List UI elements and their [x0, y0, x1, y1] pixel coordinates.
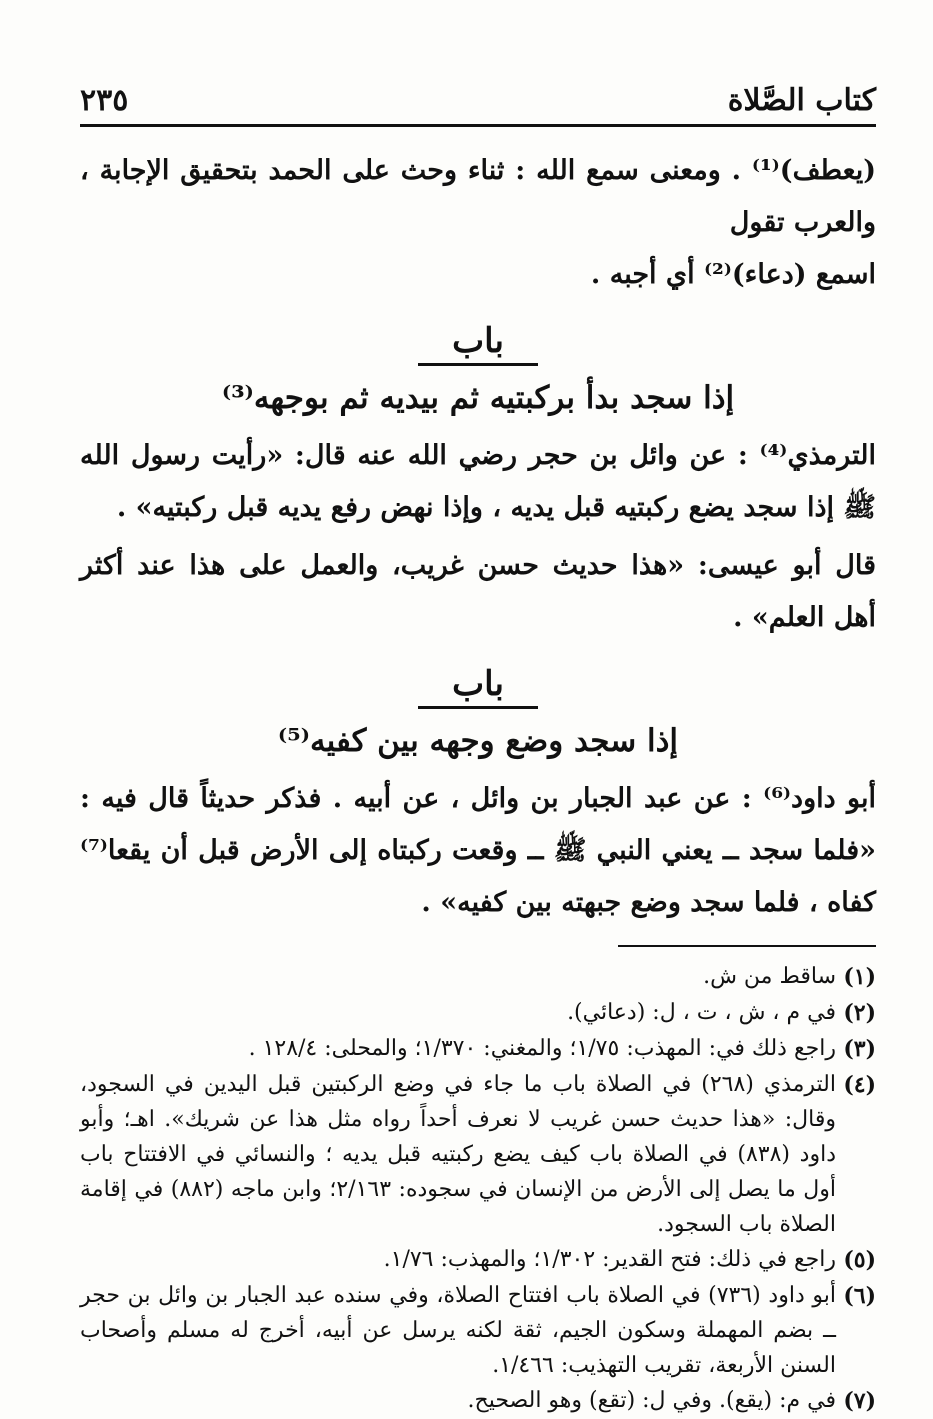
footnote-text: راجع ذلك في: المهذب: ١/٧٥؛ والمغني: ١/٣٧٠؛ والمحلى: ١٢٨/٤ .	[248, 1036, 836, 1061]
header-rule	[80, 124, 876, 127]
footnote	[80, 1383, 876, 1419]
footnote-text: راجع في ذلك: فتح القدير: ١/٣٠٢؛ والمهذب: ١/٧٦.	[383, 1247, 836, 1272]
footnote-separator	[618, 945, 876, 947]
footnote	[80, 959, 876, 995]
footnote-number: (١)	[843, 964, 876, 990]
section-marker	[80, 662, 876, 709]
footnote-number: (٧)	[843, 1388, 876, 1414]
footnote-text: في م: (يقع). وفي ل: (تقع) وهو الصحيح.	[467, 1388, 836, 1413]
main-text	[80, 145, 876, 929]
hadith-paragraph: الترمذي⁽⁴⁾ : عن وائل بن حجر رضي الله عنه قال: «رأيت رسول الله ﷺ إذا سجد يضع ركبتيه قبل يديه ، وإذا نهض رفع يديه قبل ركبتيه» .	[80, 440, 876, 523]
chapter-heading: إذا سجد وضع وجهه بين كفيه⁽⁵⁾	[277, 723, 679, 759]
commentary-paragraph: قال أبو عيسى: «هذا حديث حسن غريب، والعمل على هذا عند أكثر أهل العلم» .	[80, 550, 876, 633]
section-marker-label: باب	[418, 319, 538, 366]
page-header	[80, 70, 876, 118]
footnote-number: (٦)	[843, 1283, 876, 1309]
footnote-number: (٢)	[843, 1000, 876, 1026]
footnote-number: (٤)	[843, 1072, 876, 1098]
footnote	[80, 1031, 876, 1067]
footnote-text: في م ، ش ، ت ، ل: (دعائي).	[567, 1000, 836, 1025]
section-marker	[80, 319, 876, 366]
book-page	[80, 70, 876, 1419]
footnote-number: (٣)	[843, 1036, 876, 1062]
footnote	[80, 1242, 876, 1278]
intro-line: اسمع (دعاء)⁽²⁾ أي أجبه .	[590, 259, 876, 290]
footnote	[80, 1278, 876, 1383]
running-title: كتاب الصَّلاة	[727, 83, 876, 118]
hadith-paragraph: أبو داود⁽⁶⁾ : عن عبد الجبار بن وائل ، عن أبيه . فذكر حديثاً قال فيه : «فلما سجد ــ يعني النبي ﷺ ــ وقعت ركبتاه إلى الأرض قبل أن يقعا⁽⁷⁾ كفاه ، فلما سجد وضع جبهته بين كفيه» .	[80, 783, 876, 918]
page-number: ٢٣٥	[80, 83, 129, 118]
footnote-text: أبو داود (٧٣٦) في الصلاة باب افتتاح الصلاة، وفي سنده عبد الجبار بن وائل بن حجر ــ بضم المهملة وسكون الجيم، ثقة لكنه يرسل عن أبيه، أخرج له مسلم وأصحاب السنن الأربعة، تقريب التهذيب: ١/٤٦٦.	[80, 1283, 837, 1378]
footnote	[80, 995, 876, 1031]
footnote-text: ساقط من ش.	[703, 964, 836, 989]
footnote-number: (٥)	[843, 1247, 876, 1273]
footnotes	[80, 959, 876, 1419]
footnote-text: الترمذي (٢٦٨) في الصلاة باب ما جاء في وضع الركبتين قبل اليدين في السجود، وقال: «هذا حديث حسن غريب لا نعرف أحداً رواه مثل هذا عن شريك». اهـ؛ وأبو داود (٨٣٨) في الصلاة باب كيف يضع ركبتيه قبل يديه ؛ والنسائي في الافتتاح باب أول ما يصل إلى الأرض من الإنسان في سجوده: ٢/١٦٣؛ وابن ماجه (٨٨٢) في إقامة الصلاة باب السجود.	[80, 1072, 836, 1237]
footnote	[80, 1067, 876, 1242]
section-marker-label: باب	[418, 662, 538, 709]
intro-line: (يعطف)⁽¹⁾ . ومعنى سمع الله : ثناء وحث على الحمد بتحقيق الإجابة ، والعرب تقول	[80, 155, 876, 238]
chapter-heading: إذا سجد بدأ بركبتيه ثم بيديه ثم بوجهه⁽³⁾	[221, 380, 735, 416]
